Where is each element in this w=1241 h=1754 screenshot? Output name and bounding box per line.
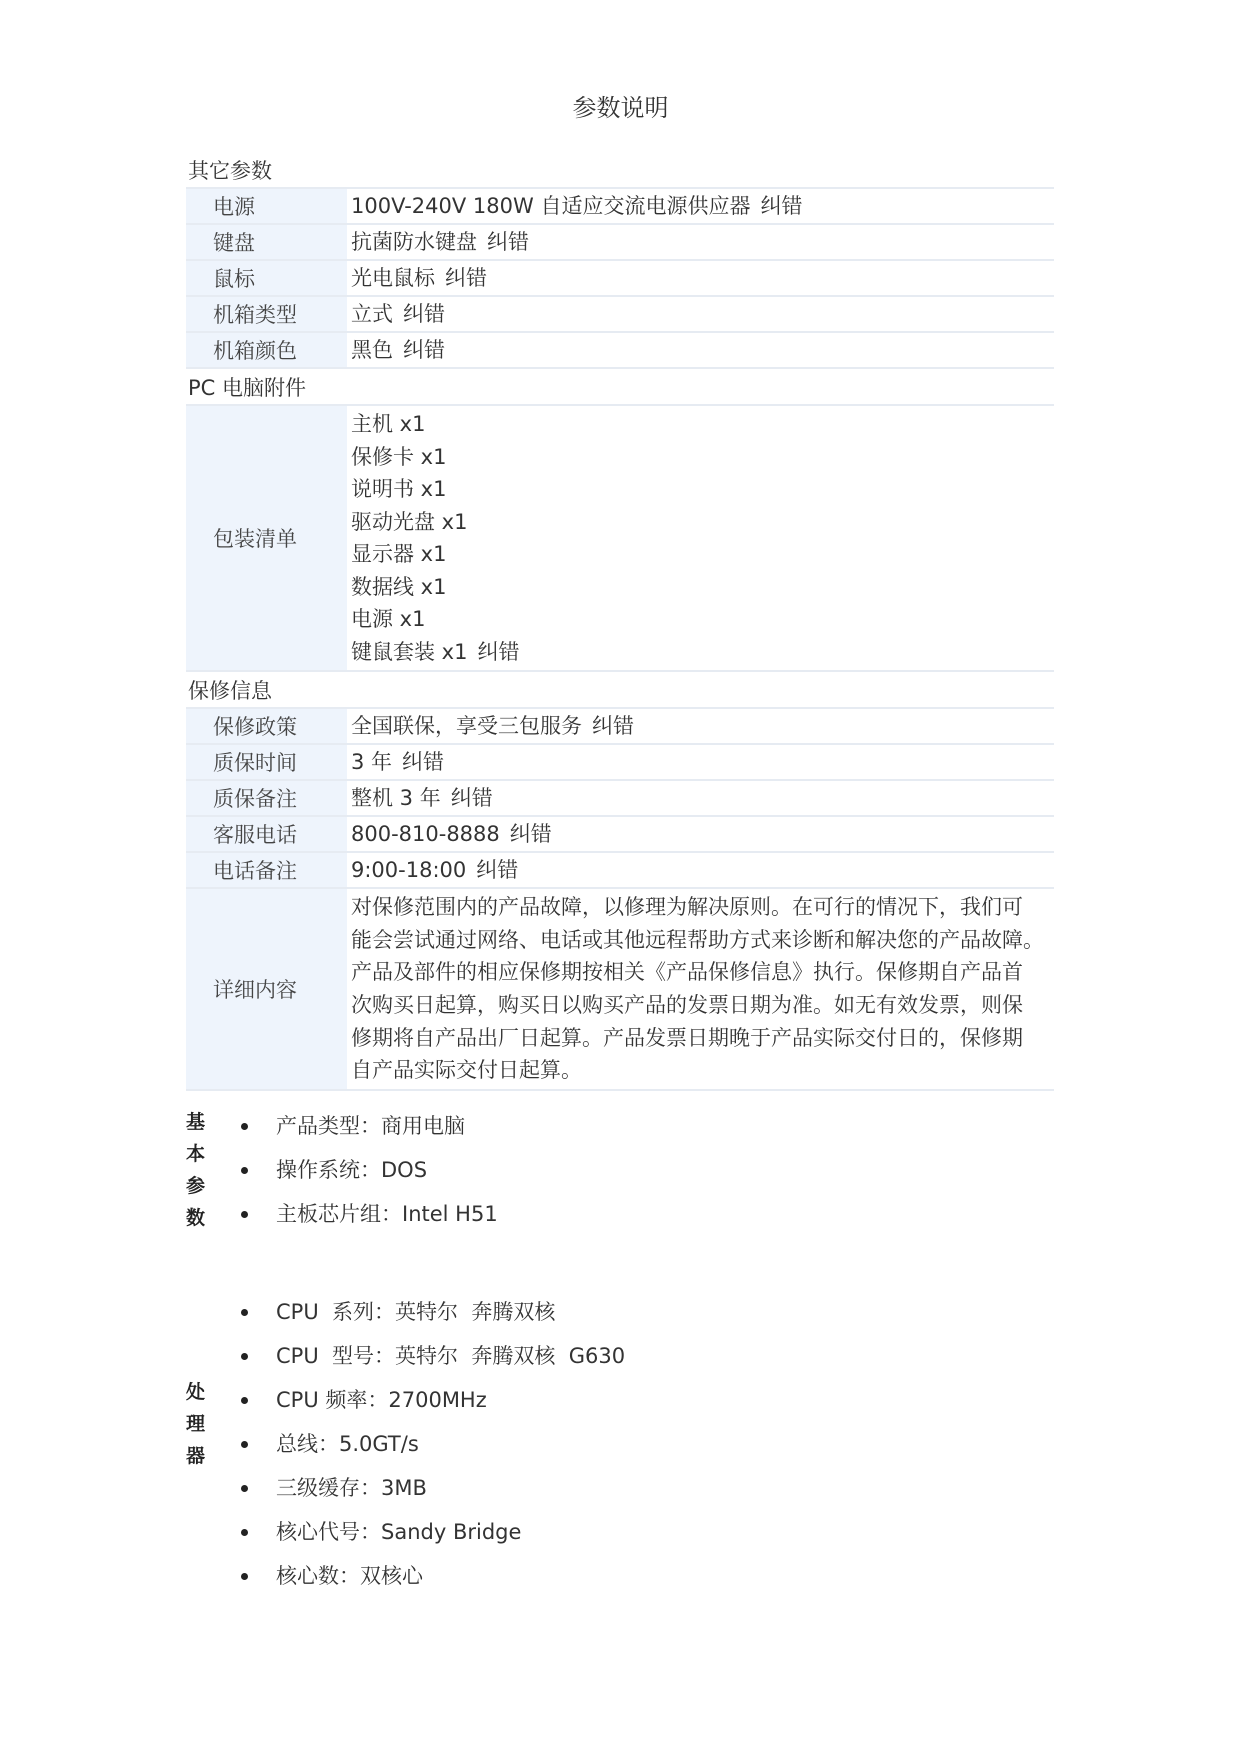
- table-row: [186, 332, 1054, 368]
- param-value: 100V-240V 180W 自适应交流电源供应器: [351, 194, 751, 218]
- correct-link[interactable]: 纠错: [402, 750, 445, 774]
- list-item-text: CPU 系列：英特尔 奔腾双核: [276, 1300, 556, 1324]
- param-value-cell: [347, 296, 1054, 332]
- package-item: 驱动光盘 x1: [351, 509, 468, 534]
- param-name: 机箱类型: [186, 296, 347, 332]
- label-char: 数: [186, 1207, 206, 1229]
- param-value-cell: [347, 816, 1054, 852]
- bullet-icon: [241, 1397, 248, 1404]
- correct-link[interactable]: 纠错: [450, 786, 493, 810]
- label-char: 参: [186, 1175, 206, 1197]
- label-char: 处: [186, 1381, 206, 1403]
- list-item: [241, 1510, 625, 1554]
- list-item-text: 产品类型：商用电脑: [276, 1114, 465, 1138]
- list-item-text: CPU 型号：英特尔 奔腾双核 G630: [276, 1344, 626, 1368]
- package-item: 保修卡 x1: [351, 444, 447, 469]
- param-value-cell: [347, 852, 1054, 888]
- list-item: [241, 1422, 625, 1466]
- table-row: [186, 188, 1054, 224]
- detail-line: 次购买日起算，购买日以购买产品的发票日期为准。如无有效发票，则保: [351, 993, 1023, 1018]
- param-value: 800-810-8888: [351, 822, 500, 846]
- param-name: 客服电话: [186, 816, 347, 852]
- section-header: [186, 671, 1054, 708]
- table-row: [186, 405, 1054, 671]
- bullet-icon: [241, 1211, 248, 1218]
- package-item: 键鼠套装 x1: [351, 639, 468, 664]
- table-row: [186, 260, 1054, 296]
- list-item: [241, 1192, 498, 1236]
- cpu-params-label: [186, 1376, 208, 1472]
- param-value-cell: [347, 260, 1054, 296]
- table-row: [186, 852, 1054, 888]
- param-name: 电话备注: [186, 852, 347, 888]
- label-char: 本: [186, 1143, 206, 1165]
- list-item: [241, 1466, 625, 1510]
- list-item: [241, 1554, 625, 1598]
- list-item-text: 三级缓存：3MB: [276, 1476, 427, 1500]
- bullet-icon: [241, 1441, 248, 1448]
- label-char: 理: [186, 1413, 206, 1435]
- param-name: 保修政策: [186, 708, 347, 744]
- param-value-cell: [347, 405, 1054, 671]
- list-item-text: CPU 频率：2700MHz: [276, 1388, 487, 1412]
- table-row: [186, 296, 1054, 332]
- bullet-icon: [241, 1529, 248, 1536]
- param-name: 电源: [186, 188, 347, 224]
- bullet-icon: [241, 1167, 248, 1174]
- table-row: [186, 224, 1054, 260]
- section-title: 其它参数: [186, 152, 1054, 188]
- label-char: 基: [186, 1111, 206, 1133]
- param-value-cell: [347, 708, 1054, 744]
- list-item: [241, 1378, 625, 1422]
- correct-link[interactable]: 纠错: [477, 639, 520, 664]
- list-item-text: 操作系统：DOS: [276, 1158, 428, 1182]
- table-row: [186, 816, 1054, 852]
- package-item-last: [351, 636, 1054, 669]
- param-name: 鼠标: [186, 260, 347, 296]
- correct-link[interactable]: 纠错: [487, 230, 529, 254]
- basic-params-label: [186, 1106, 208, 1234]
- package-item: 显示器 x1: [351, 542, 447, 566]
- param-value-cell: [347, 332, 1054, 368]
- list-item: [241, 1290, 625, 1334]
- correct-link[interactable]: 纠错: [476, 858, 519, 882]
- list-item: [241, 1104, 498, 1148]
- correct-link[interactable]: 纠错: [403, 338, 445, 362]
- section-header: [186, 152, 1054, 188]
- package-item: 主机 x1: [351, 412, 426, 436]
- table-row: [186, 744, 1054, 780]
- param-value-cell: [347, 188, 1054, 224]
- param-value: 整机 3 年: [351, 786, 441, 810]
- detail-line: 自产品实际交付日起算。: [351, 1058, 582, 1083]
- correct-link[interactable]: 纠错: [760, 194, 803, 218]
- package-item: 电源 x1: [351, 607, 426, 631]
- bullet-icon: [241, 1485, 248, 1492]
- list-item-text: 核心代号：Sandy Bridge: [276, 1520, 522, 1544]
- param-value-cell: [347, 888, 1054, 1090]
- param-value: 抗菌防水键盘: [351, 230, 477, 254]
- param-value: 黑色: [351, 338, 393, 362]
- section-title: 保修信息: [186, 671, 1054, 708]
- table-row: [186, 888, 1054, 1090]
- bullet-icon: [241, 1123, 248, 1130]
- table-row: [186, 780, 1054, 816]
- list-item: [241, 1148, 498, 1192]
- detail-line: 能会尝试通过网络、电话或其他远程帮助方式来诊断和解决您的产品故障。: [351, 927, 1044, 952]
- correct-link[interactable]: 纠错: [445, 266, 487, 290]
- detail-line: 修期将自产品出厂日起算。产品发票日期晚于产品实际交付日的，保修期: [351, 1025, 1023, 1050]
- list-item-text: 核心数：双核心: [276, 1564, 423, 1588]
- label-char: 器: [186, 1445, 206, 1467]
- param-name: 键盘: [186, 224, 347, 260]
- package-item: 说明书 x1: [351, 477, 447, 501]
- param-name: 包装清单: [186, 405, 347, 671]
- param-value: 光电鼠标: [351, 266, 435, 290]
- basic-params-list: [241, 1104, 498, 1236]
- param-value: 3 年: [351, 750, 393, 774]
- list-item-text: 总线：5.0GT/s: [276, 1432, 419, 1456]
- list-item: [241, 1334, 625, 1378]
- param-value: 立式: [351, 302, 393, 326]
- cpu-params-list: [241, 1290, 625, 1598]
- section-header: [186, 368, 1054, 405]
- param-value-cell: [347, 224, 1054, 260]
- bullet-icon: [241, 1309, 248, 1316]
- table-row: [186, 708, 1054, 744]
- list-item-text: 主板芯片组：Intel H51: [276, 1202, 498, 1226]
- correct-link[interactable]: 纠错: [403, 302, 445, 326]
- detail-line: 对保修范围内的产品故障，以修理为解决原则。在可行的情况下，我们可: [351, 895, 1023, 919]
- detail-line: 产品及部件的相应保修期按相关《产品保修信息》执行。保修期自产品首: [351, 960, 1023, 985]
- bullet-icon: [241, 1573, 248, 1580]
- bullet-icon: [241, 1353, 248, 1360]
- section-title: PC 电脑附件: [186, 368, 1054, 405]
- correct-link[interactable]: 纠错: [509, 822, 552, 846]
- package-item: 数据线 x1: [351, 574, 447, 599]
- spec-table: [186, 152, 1054, 1091]
- param-name: 机箱颜色: [186, 332, 347, 368]
- correct-link[interactable]: 纠错: [592, 714, 634, 738]
- param-name: 质保备注: [186, 780, 347, 816]
- param-name: 质保时间: [186, 744, 347, 780]
- param-value-cell: [347, 780, 1054, 816]
- param-value: 全国联保，享受三包服务: [351, 714, 582, 738]
- param-value: 9:00-18:00: [351, 858, 467, 882]
- page-title: 参数说明: [572, 94, 669, 122]
- param-value-cell: [347, 744, 1054, 780]
- param-name: 详细内容: [186, 888, 347, 1090]
